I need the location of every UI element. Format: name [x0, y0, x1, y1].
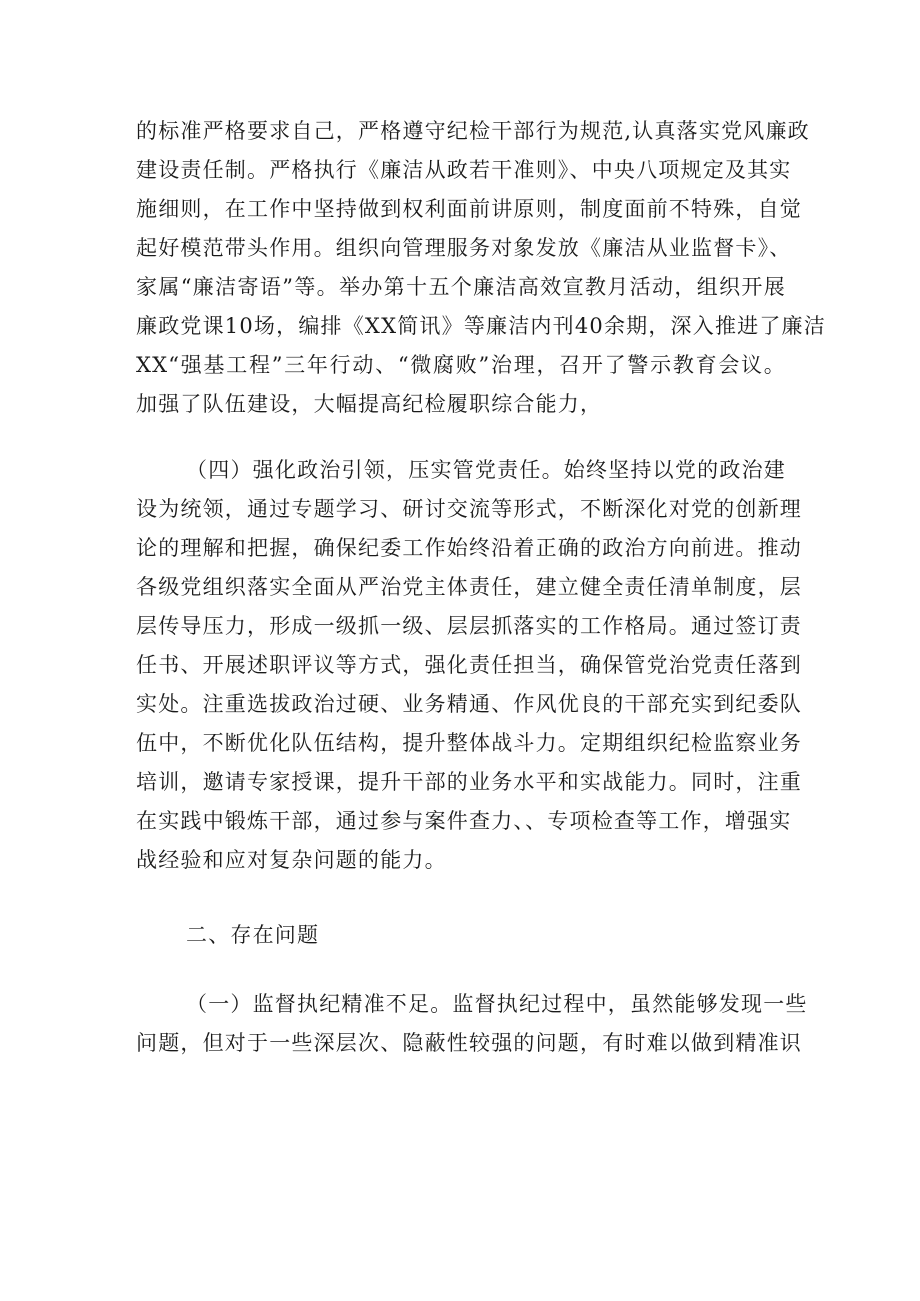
text-line: 廉政党课10场，编排《XX简讯》等廉洁内刊40余期，深入推进了廉洁: [136, 314, 826, 338]
section-heading: 二、存在问题: [186, 923, 320, 947]
text-line: （四）强化政治引领，压实管党责任。始终坚持以党的政治建: [186, 458, 786, 482]
text-line: 起好模范带头作用。组织向管理服务对象发放《廉洁从业监督卡》、: [136, 236, 792, 260]
paragraph-discipline-building: [136, 112, 826, 424]
text-line: 的标准严格要求自己，严格遵守纪检干部行为规范,认真落实党风廉政: [136, 119, 810, 143]
text-line: 施细则，在工作中坚持做到权利面前讲原则，制度面前不特殊，自觉: [136, 197, 802, 221]
text-line: 加强了队伍建设，大幅提高纪检履职综合能力，: [136, 392, 603, 416]
text-line: 建设责任制。严格执行《廉洁从政若干准则》、中央八项规定及其实: [136, 158, 792, 182]
text-line: 层传导压力，形成一级抓一级、层层抓落实的工作格局。通过签订责: [136, 614, 802, 638]
document-page: [136, 112, 826, 1063]
text-line: 任书、开展述职评议等方式，强化责任担当，确保管党治党责任落到: [136, 653, 802, 677]
text-line: 问题，但对于一些深层次、隐蔽性较强的问题，有时难以做到精准识: [136, 1031, 802, 1055]
text-line: 战经验和应对复杂问题的能力。: [136, 848, 447, 872]
text-line: （一）监督执纪精准不足。监督执纪过程中，虽然能够发现一些: [186, 992, 808, 1016]
text-line: 培训，邀请专家授课，提升干部的业务水平和实战能力。同时，注重: [136, 770, 802, 794]
text-line: 设为统领，通过专题学习、研讨交流等形式，不断深化对党的创新理: [136, 497, 802, 521]
paragraph-supervision-problems: [136, 985, 808, 1063]
text-line: XX“强基工程”三年行动、“微腐败”治理，召开了警示教育会议。: [136, 353, 786, 377]
paragraph-political-leadership: [136, 451, 802, 880]
text-line: 论的理解和把握，确保纪委工作始终沿着正确的政治方向前进。推动: [136, 536, 802, 560]
text-line: 实处。注重选拔政治过硬、业务精通、作风优良的干部充实到纪委队: [136, 692, 802, 716]
text-line: 各级党组织落实全面从严治党主体责任，建立健全责任清单制度，层: [136, 575, 802, 599]
text-line: 家属“廉洁寄语”等。举办第十五个廉洁高效宣教月活动，组织开展: [136, 275, 786, 299]
text-line: 伍中，不断优化队伍结构，提升整体战斗力。定期组织纪检监察业务: [136, 731, 802, 755]
text-line: 在实践中锻炼干部，通过参与案件查力、、专项检查等工作，增强实: [136, 809, 792, 833]
